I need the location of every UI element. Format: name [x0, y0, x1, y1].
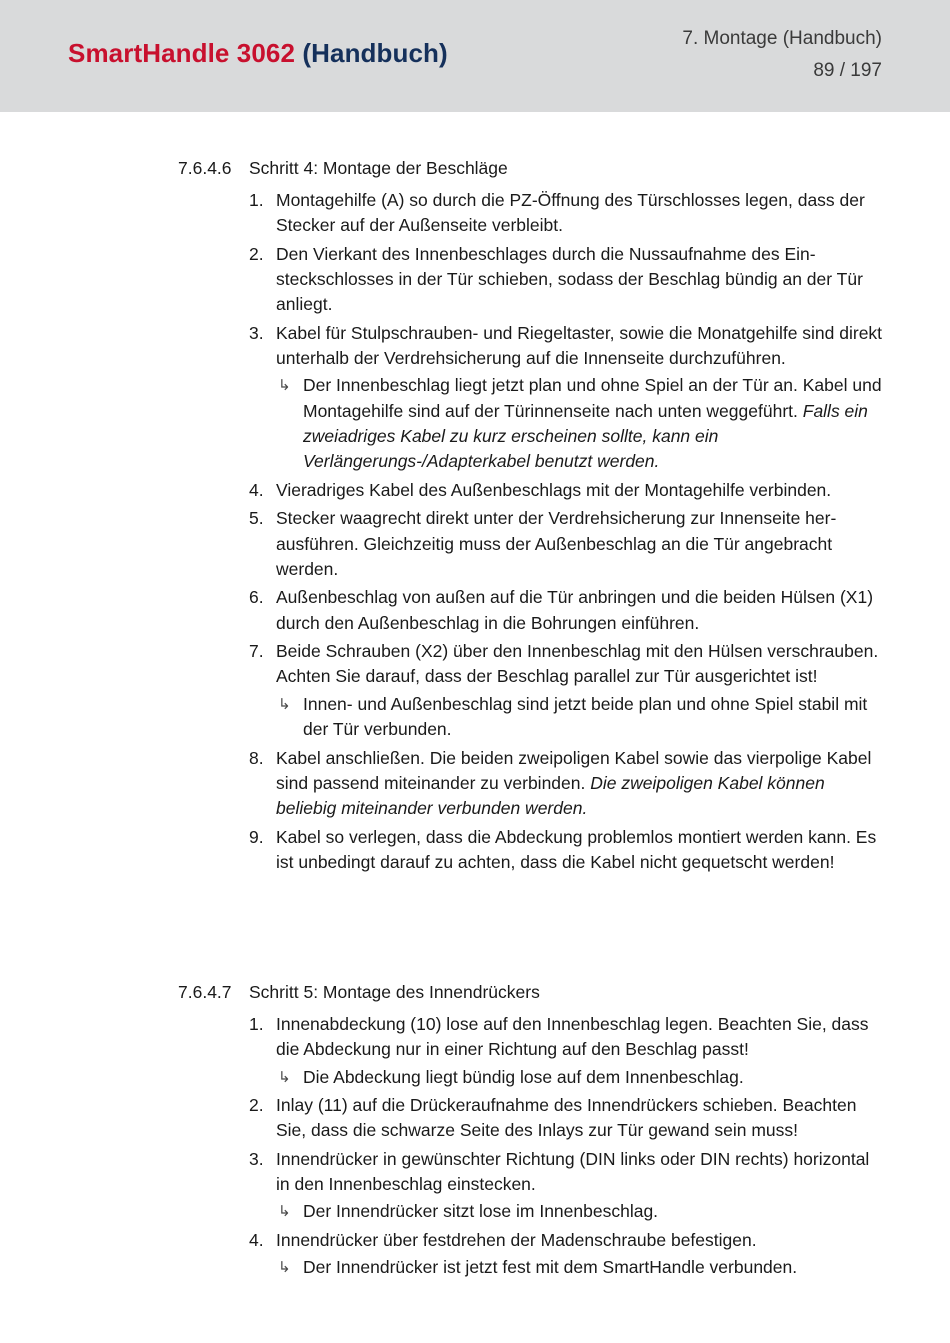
- step-text: Montagehilfe (A) so durch die PZ-Öffnung des Türschlosses legen, dass der Stecker auf der Außenseite verbleibt.: [276, 190, 865, 236]
- step-text: Innenabdeckung (10) lose auf den Innenbeschlag legen. Beachten Sie, dass die Abdeckung nur in einer Richtung auf den Beschlag passt!: [276, 1014, 869, 1060]
- result-text-normal: Der Innenbeschlag liegt jetzt plan und ohne Spiel an der Tür an. Kabel und Montagehilfe sind auf der Türinnenseite nach unten weggeführt.: [303, 375, 882, 421]
- step-item: [0, 1012, 950, 1090]
- step-item: [0, 1147, 950, 1225]
- step-text: Innendrücker in gewünschter Richtung (DIN links oder DIN rechts) horizontal in den Innenbeschlag einstecken.: [276, 1148, 870, 1195]
- section-title: Schritt 4: Montage der Beschläge: [249, 158, 508, 178]
- result-text: Innen- und Außenbeschlag sind jetzt beide plan und ohne Spiel stabil mit der Tür verbunden.: [303, 693, 868, 740]
- step-item: [0, 639, 950, 742]
- step-number: 5.: [249, 508, 264, 529]
- step-number: 1.: [249, 190, 264, 210]
- step-text: Außenbeschlag von außen auf die Tür anbringen und die beiden Hülsen (X1) durch den Außenbeschlag in die Bohrungen einführen.: [276, 587, 874, 633]
- chapter-title: 7. Montage (Handbuch): [682, 28, 882, 49]
- section-number: 7.6.4.7: [178, 982, 232, 1002]
- step-text: Innendrücker über festdrehen der Madenschraube befestigen.: [276, 1229, 757, 1250]
- section-title: Schritt 5: Montage des Innendrückers: [249, 982, 540, 1002]
- step-item: [0, 825, 950, 876]
- step-item: [0, 585, 950, 636]
- step-number: 7.: [249, 641, 264, 662]
- step-list: [0, 188, 950, 875]
- result-arrow-icon: ↳: [278, 1203, 291, 1221]
- result-text: Der Innendrücker ist jetzt fest mit dem SmartHandle verbunden.: [303, 1257, 798, 1278]
- page-header: [0, 0, 950, 112]
- step-result: [0, 373, 950, 474]
- step-result: [0, 692, 950, 743]
- step-number: 1.: [249, 1014, 264, 1034]
- result-arrow-icon: ↳: [278, 695, 291, 713]
- step-result: [0, 1199, 950, 1224]
- result-arrow-icon: ↳: [278, 377, 291, 395]
- product-name: SmartHandle 3062: [68, 38, 296, 68]
- step-number: 9.: [249, 826, 264, 847]
- step-number: 2.: [249, 243, 264, 264]
- step-text: Stecker waagrecht direkt unter der Verdrehsicherung zur Innenseite herausführen. Gleichzeitig muss der Außenbeschlag an die Tür angebracht werden.: [276, 508, 837, 579]
- section-heading: [0, 980, 950, 1012]
- step-text: Den Vierkant des Innenbeschlages durch die Nussaufnahme des Einsteckschlosses in der Tür schieben, sodass der Beschlag bündig an der Tür anliegt.: [276, 243, 863, 315]
- step-number: 2.: [249, 1095, 264, 1116]
- step-text: Kabel für Stulpschrauben- und Riegeltaster, sowie die Monatgehilfe sind direkt unterhalb der Verdrehsicherung auf die Innenseite durchzuführen.: [276, 322, 883, 369]
- step-result: [0, 1065, 950, 1090]
- step-item: [0, 506, 950, 582]
- step-number: 3.: [249, 1148, 264, 1169]
- step-text: Inlay (11) auf die Drückeraufnahme des Innendrückers schieben. Beachten Sie, dass die schwarze Seite des Inlays zur Tür gewand sein muss!: [276, 1095, 857, 1141]
- step-item: [0, 1093, 950, 1144]
- step-text: Kabel so verlegen, dass die Abdeckung problemlos montiert werden kann. Es ist unbedingt darauf zu achten, dass die Kabel nicht gequetscht werden!: [276, 826, 877, 872]
- step-item: [0, 242, 950, 318]
- step-item: [0, 188, 950, 239]
- step-item: [0, 746, 950, 822]
- document-type: (Handbuch): [302, 38, 448, 68]
- section-heading: [0, 156, 950, 188]
- section-montage-innendruecker: [0, 980, 950, 1284]
- step-text: Vieradriges Kabel des Außenbeschlags mit der Montagehilfe verbinden.: [276, 479, 832, 500]
- step-text-normal: Kabel anschließen. Die beiden zweipoligen Kabel sowie das vierpolige Kabel sind passend miteinander zu verbinden.: [276, 747, 872, 793]
- step-item: [0, 478, 950, 503]
- result-text-italic: Falls ein zweiadriges Kabel zu kurz erscheinen sollte, kann ein Verlängerungs-/Adapterkabel benutzt werden.: [303, 400, 868, 472]
- result-text: [303, 373, 886, 474]
- step-text: Beide Schrauben (X2) über den Innenbeschlag mit den Hülsen verschrauben. Achten Sie darauf, dass der Beschlag parallel zur Tür ausgerichtet ist!: [276, 641, 879, 687]
- section-number: 7.6.4.6: [178, 158, 232, 178]
- step-text: [276, 746, 886, 822]
- result-text: Der Innendrücker sitzt lose im Innenbeschlag.: [303, 1201, 659, 1222]
- step-number: 6.: [249, 587, 264, 608]
- step-item: [0, 1228, 950, 1281]
- step-number: 4.: [249, 479, 264, 500]
- section-montage-beschlaege: [0, 156, 950, 878]
- step-list: [0, 1012, 950, 1281]
- result-text: Die Abdeckung liegt bündig lose auf dem Innenbeschlag.: [303, 1066, 744, 1087]
- document-title: [68, 38, 448, 69]
- step-text-italic: Die zweipoligen Kabel können beliebig miteinander verbunden werden.: [276, 772, 825, 819]
- step-result: [0, 1255, 950, 1280]
- step-number: 4.: [249, 1229, 264, 1250]
- step-number: 3.: [249, 322, 264, 343]
- page-number: 89 / 197: [813, 60, 882, 81]
- result-arrow-icon: ↳: [278, 1068, 291, 1086]
- result-arrow-icon: ↳: [278, 1259, 291, 1277]
- step-item: [0, 321, 950, 475]
- step-number: 8.: [249, 747, 264, 768]
